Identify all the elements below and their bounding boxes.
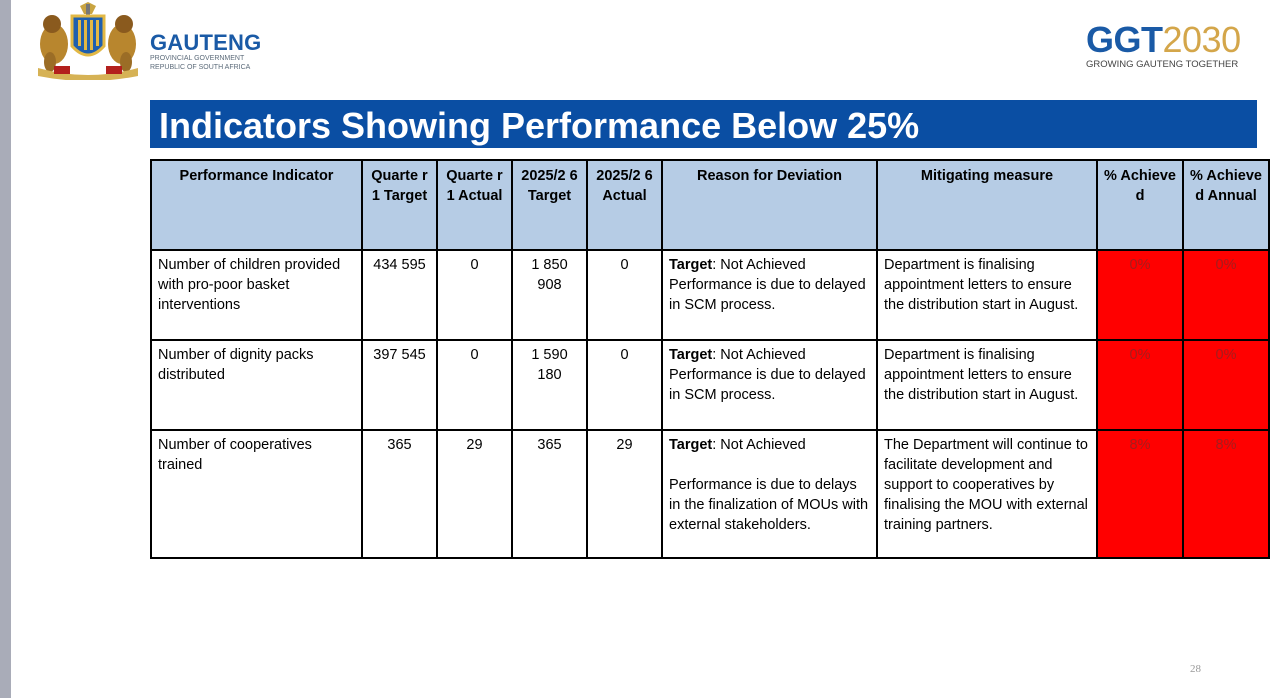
cell-annual-target: 365 bbox=[512, 430, 587, 558]
ggt-year: 2030 bbox=[1162, 19, 1241, 60]
cell-mitigation: Department is finalising appointment letters to ensure the distribution start in August. bbox=[877, 340, 1097, 430]
reason-status: : Not Achieved bbox=[712, 257, 806, 273]
table-header-row bbox=[151, 160, 1269, 250]
cell-reason bbox=[662, 430, 877, 558]
table-row bbox=[151, 340, 1269, 430]
ggt-letters: GGT bbox=[1086, 19, 1163, 60]
cell-pct-annual: 8% bbox=[1183, 430, 1269, 558]
gauteng-subtitle-2: REPUBLIC OF SOUTH AFRICA bbox=[150, 64, 251, 71]
header-annual-target: 2025/2 6 Target bbox=[512, 160, 587, 250]
gauteng-wordmark bbox=[150, 32, 261, 72]
cell-mitigation: The Department will continue to facilitate development and support to cooperatives by finalising the MOU with external training partners. bbox=[877, 430, 1097, 558]
cell-mitigation: Department is finalising appointment letters to ensure the distribution start in August. bbox=[877, 250, 1097, 340]
cell-q1-target: 434 595 bbox=[362, 250, 437, 340]
reason-label: Target bbox=[669, 347, 713, 363]
reason-status-line bbox=[669, 345, 870, 365]
cell-indicator: Number of cooperatives trained bbox=[151, 430, 362, 558]
reason-label: Target bbox=[669, 257, 713, 273]
ggt-tagline: GROWING GAUTENG TOGETHER bbox=[1086, 59, 1239, 70]
cell-reason bbox=[662, 340, 877, 430]
ggt2030-logo bbox=[1086, 19, 1250, 70]
header-pct-achieved: % Achieve d bbox=[1097, 160, 1183, 250]
left-edge-strip bbox=[0, 0, 11, 698]
gauteng-subtitle-1: PROVINCIAL GOVERNMENT bbox=[150, 55, 245, 62]
reason-status: : Not Achieved bbox=[712, 347, 806, 363]
ggt2030-mark bbox=[1086, 19, 1250, 60]
header-q1-target: Quarte r 1 Target bbox=[362, 160, 437, 250]
table-row bbox=[151, 430, 1269, 558]
cell-pct-achieved: 0% bbox=[1097, 250, 1183, 340]
header-pct-achieved-annual: % Achieve d Annual bbox=[1183, 160, 1269, 250]
gauteng-logo bbox=[34, 2, 264, 80]
header-annual-actual: 2025/2 6 Actual bbox=[587, 160, 662, 250]
cell-annual-target: 1 850 908 bbox=[512, 250, 587, 340]
cell-indicator: Number of dignity packs distributed bbox=[151, 340, 362, 430]
reason-status: : Not Achieved bbox=[712, 437, 806, 453]
reason-status-line bbox=[669, 435, 870, 455]
cell-q1-target: 365 bbox=[362, 430, 437, 558]
reason-text: Performance is due to delayed in SCM process. bbox=[669, 367, 866, 403]
header-mitigating-measure: Mitigating measure bbox=[877, 160, 1097, 250]
header-reason-for-deviation: Reason for Deviation bbox=[662, 160, 877, 250]
cell-q1-target: 397 545 bbox=[362, 340, 437, 430]
cell-pct-achieved: 8% bbox=[1097, 430, 1183, 558]
cell-q1-actual: 0 bbox=[437, 340, 512, 430]
cell-annual-actual: 0 bbox=[587, 250, 662, 340]
page-number: 28 bbox=[1190, 663, 1201, 675]
performance-table bbox=[150, 159, 1270, 559]
gauteng-name: GAUTENG bbox=[150, 30, 262, 55]
cell-reason bbox=[662, 250, 877, 340]
cell-pct-achieved: 0% bbox=[1097, 340, 1183, 430]
cell-annual-actual: 0 bbox=[587, 340, 662, 430]
cell-q1-actual: 0 bbox=[437, 250, 512, 340]
page-title: Indicators Showing Performance Below 25% bbox=[159, 105, 920, 146]
table-row bbox=[151, 250, 1269, 340]
coat-of-arms-icon bbox=[34, 2, 142, 80]
reason-label: Target bbox=[669, 437, 713, 453]
cell-indicator: Number of children provided with pro-poor basket interventions bbox=[151, 250, 362, 340]
header-q1-actual: Quarte r 1 Actual bbox=[437, 160, 512, 250]
header-performance-indicator: Performance Indicator bbox=[151, 160, 362, 250]
cell-annual-actual: 29 bbox=[587, 430, 662, 558]
reason-text: Performance is due to delays in the finalization of MOUs with external stakeholders. bbox=[669, 477, 869, 533]
cell-pct-annual: 0% bbox=[1183, 250, 1269, 340]
reason-status-line bbox=[669, 255, 870, 275]
cell-pct-annual: 0% bbox=[1183, 340, 1269, 430]
cell-annual-target: 1 590 180 bbox=[512, 340, 587, 430]
reason-text: Performance is due to delayed in SCM process. bbox=[669, 277, 866, 313]
cell-q1-actual: 29 bbox=[437, 430, 512, 558]
title-bar bbox=[150, 100, 1257, 148]
